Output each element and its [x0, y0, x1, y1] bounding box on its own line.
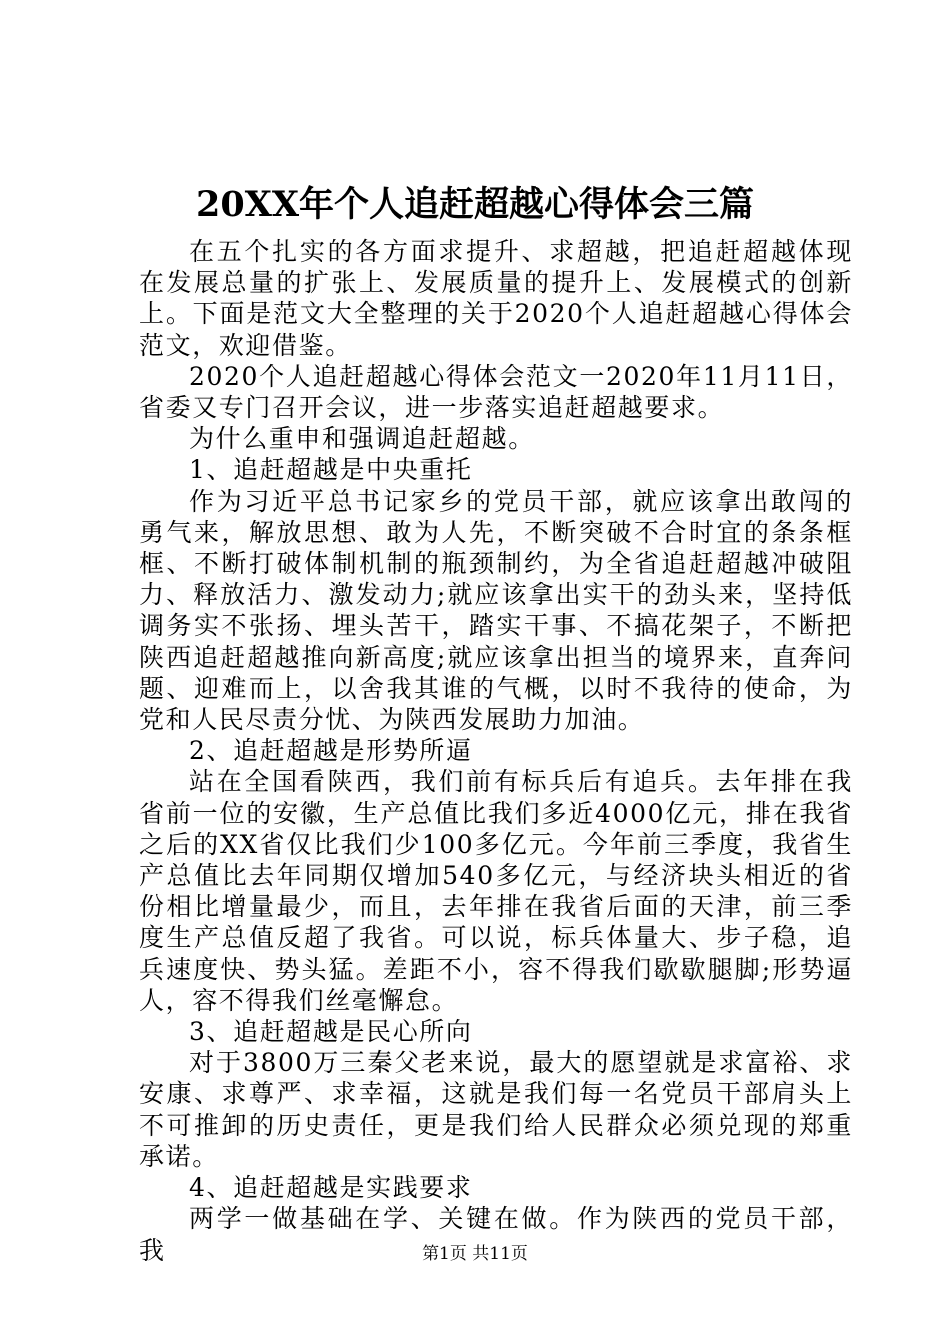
section-heading-4: 4、追赶超越是实践要求 [189, 1173, 473, 1203]
paragraph-section-4: 两学一做基础在学、关键在做。作为陕西的党员干部，我 [139, 1204, 853, 1265]
page-number-footer: 第1页 共11页 [422, 1244, 528, 1264]
paragraph-section-2: 站在全国看陕西，我们前有标兵后有追兵。去年排在我省前一位的安徽，生产总值比我们多近4000亿元，排在我省之后的XX省仅比我们少100多亿元。今年前三季度，我省生产总值比去年同期仅增加540多亿元，与经济块头相近的省份相比增量最少，而且，去年排在我省后面的天津，前三季度生产总值反超了我省。可以说，标兵体量大、步子稳，追兵速度快、势头猛。差距不小，容不得我们歇歇腿脚;形势逼人，容不得我们丝毫懈怠。 [139, 767, 853, 1015]
paragraph-intro: 在五个扎实的各方面求提升、求超越，把追赶超越体现在发展总量的扩张上、发展质量的提升上、发展模式的创新上。下面是范文大全整理的关于2020个人追赶超越心得体会范文，欢迎借鉴。 [139, 237, 853, 360]
section-heading-3: 3、追赶超越是民心所向 [189, 1017, 473, 1047]
section-heading-2: 2、追赶超越是形势所逼 [189, 736, 473, 766]
paragraph-question: 为什么重申和强调追赶超越。 [189, 424, 535, 454]
section-heading-1: 1、追赶超越是中央重托 [189, 455, 473, 485]
paragraph-section-3: 对于3800万三秦父老来说，最大的愿望就是求富裕、求安康、求尊严、求幸福，这就是我们每一名党员干部肩头上不可推卸的历史责任，更是我们给人民群众必须兑现的郑重承诺。 [139, 1048, 853, 1171]
document-body [139, 236, 853, 1266]
paragraph-meeting: 2020个人追赶超越心得体会范文一2020年11月11日，省委又专门召开会议，进一步落实追赶超越要求。 [139, 361, 853, 423]
paragraph-section-1: 作为习近平总书记家乡的党员干部，就应该拿出敢闯的勇气来，解放思想、敢为人先，不断突破不合时宜的条条框框、不断打破体制机制的瓶颈制约，为全省追赶超越冲破阻力、释放活力、激发动力;就应该拿出实干的劲头来，坚持低调务实不张扬、埋头苦干，踏实干事、不搞花架子，不断把陕西追赶超越推向新高度;就应该拿出担当的境界来，直奔问题、迎难而上，以舍我其谁的气概，以时不我待的使命，为党和人民尽责分忧、为陕西发展助力加油。 [139, 486, 853, 735]
document-title: 20XX年个人追赶超越心得体会三篇 [195, 184, 755, 225]
